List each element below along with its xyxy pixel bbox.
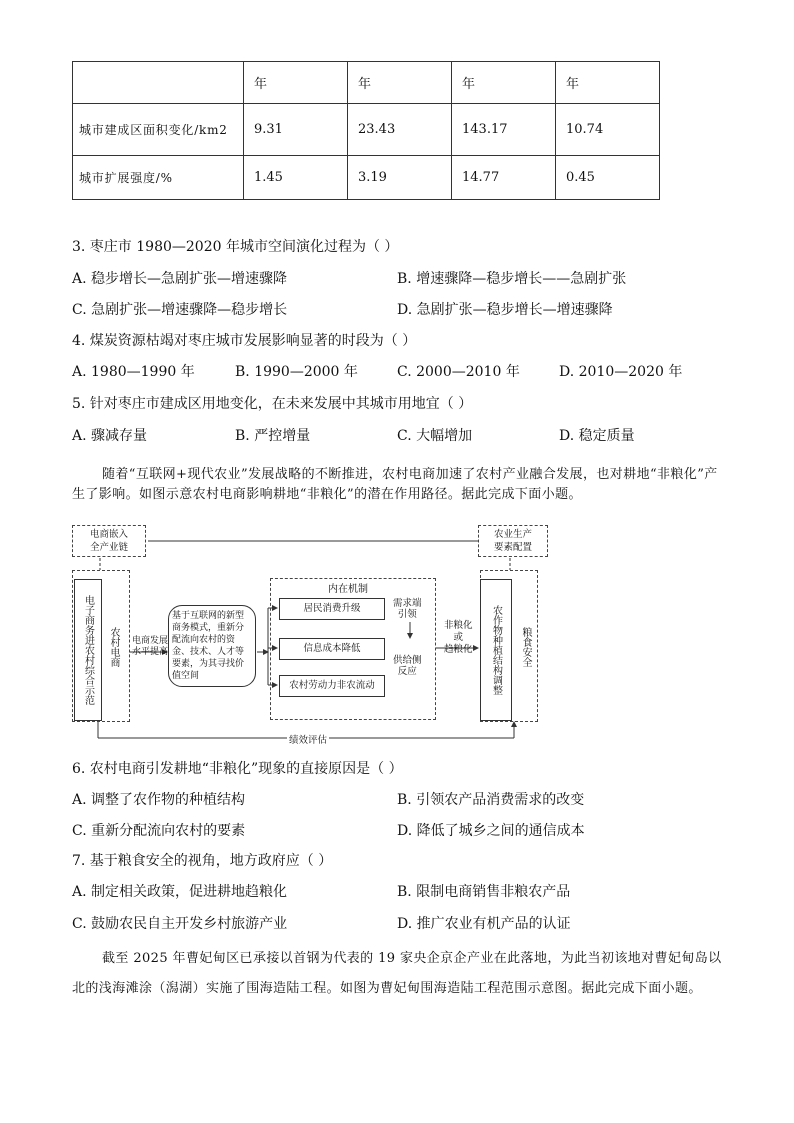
new-business-mode-box: 基于互联网的新型商务模式，重新分配流向农村的资金、技术、人才等要素，为其寻找价值空间 [168,605,256,687]
consumption-upgrade-box: 居民消费升级 [279,598,385,620]
crop-structure-box: 农作物种植结构调整 [480,579,512,721]
option-5b[interactable]: B. 严控增量 [235,428,311,444]
table-header-cell: 年 [556,62,660,104]
option-3a[interactable]: A. 稳步增长—急剧扩张—增速骤降 [72,271,288,287]
table-cell: 143.17 [452,104,556,156]
option-6c[interactable]: C. 重新分配流向农村的要素 [72,823,246,839]
option-6b[interactable]: B. 引领农产品消费需求的改变 [397,792,585,808]
ecommerce-diagram [70,522,540,747]
label-factor-allocation: 农业生产 要素配置 [478,525,548,557]
supply-response-label: 供给侧 反应 [393,655,422,677]
rural-ec-label: 农村电商 [108,627,119,667]
mechanism-title: 内在机制 [328,584,368,595]
option-6a[interactable]: A. 调整了农作物的种植结构 [72,792,246,808]
table-header-cell: 年 [452,62,556,104]
ec-demonstration-box: 电子商务进农村综合示范 [74,579,102,721]
row-label: 城市建成区面积变化/km2 [73,104,244,156]
option-7a[interactable]: A. 制定相关政策，促进耕地趋粮化 [72,884,288,900]
table-cell: 23.43 [348,104,452,156]
option-6d[interactable]: D. 降低了城乡之间的通信成本 [397,823,585,839]
passage-ecommerce: 随着“互联网+现代农业”发展战略的不断推进，农村电商加速了农村产业融合发展，也对耕地“非粮化”产生了影响。如图示意农村电商影响耕地“非粮化”的潜在作用路径。据此完成下面小题。 [72,467,718,502]
option-5c[interactable]: C. 大幅增加 [397,428,473,444]
demand-lead-label: 需求端 引领 [393,598,422,620]
table-cell: 3.19 [348,156,452,200]
nongrain-label: 非粮化 或 趋粮化 [444,620,473,655]
ec-level-label: 电商发展 水平提高 [132,636,169,657]
option-4a[interactable]: A. 1980—1990 年 [72,364,195,380]
option-4c[interactable]: C. 2000—2010 年 [397,364,520,380]
evaluation-label: 绩效评估 [287,732,329,746]
option-4d[interactable]: D. 2010—2020 年 [559,364,683,380]
data-table [72,61,660,200]
table-cell: 1.45 [244,156,348,200]
table-row [73,156,660,200]
table-header-row [73,62,660,104]
option-5a[interactable]: A. 骤减存量 [72,428,148,444]
option-7d[interactable]: D. 推广农业有机产品的认证 [397,916,571,932]
option-3b[interactable]: B. 增速骤降—稳步增长——急剧扩张 [397,271,627,287]
labor-flow-box: 农村劳动力非农流动 [279,675,385,697]
table-header-cell: 年 [348,62,452,104]
option-3d[interactable]: D. 急剧扩张—稳步增长—增速骤降 [397,302,613,318]
table-cell: 9.31 [244,104,348,156]
option-3c[interactable]: C. 急剧扩张—增速骤降—稳步增长 [72,302,288,318]
table-cell: 14.77 [452,156,556,200]
option-4b[interactable]: B. 1990—2000 年 [235,364,358,380]
table-cell: 10.74 [556,104,660,156]
table-cell: 0.45 [556,156,660,200]
table-row [73,104,660,156]
option-7c[interactable]: C. 鼓励农民自主开发乡村旅游产业 [72,916,288,932]
question-4: 4. 煤炭资源枯竭对枣庄城市发展影响显著的时段为（ ） [72,333,417,349]
question-3: 3. 枣庄市 1980—2020 年城市空间演化过程为（ ） [72,239,399,255]
option-5d[interactable]: D. 稳定质量 [559,428,635,444]
question-7: 7. 基于粮食安全的视角，地方政府应（ ） [72,853,333,869]
question-5: 5. 针对枣庄市建成区用地变化，在未来发展中其城市用地宜（ ） [72,396,473,412]
passage-caofeidian: 截至 2025 年曹妃甸区已承接以首钢为代表的 19 家央企京企产业在此落地，为此当初该地对曹妃甸岛以北的浅海滩涂（潟湖）实施了围海造陆工程。如图为曹妃甸围海造陆工程范围示意图。据此完成下面小题。 [72,951,722,996]
food-security-label: 粮食安全 [520,627,531,667]
info-cost-box: 信息成本降低 [279,638,385,660]
table-header-cell: 年 [244,62,348,104]
row-label: 城市扩展强度/% [73,156,244,200]
option-7b[interactable]: B. 限制电商销售非粮农产品 [397,884,571,900]
question-6: 6. 农村电商引发耕地“非粮化”现象的直接原因是（ ） [72,761,403,777]
label-ec-embedded: 电商嵌入 全产业链 [72,525,146,557]
table-header-cell [73,62,244,104]
